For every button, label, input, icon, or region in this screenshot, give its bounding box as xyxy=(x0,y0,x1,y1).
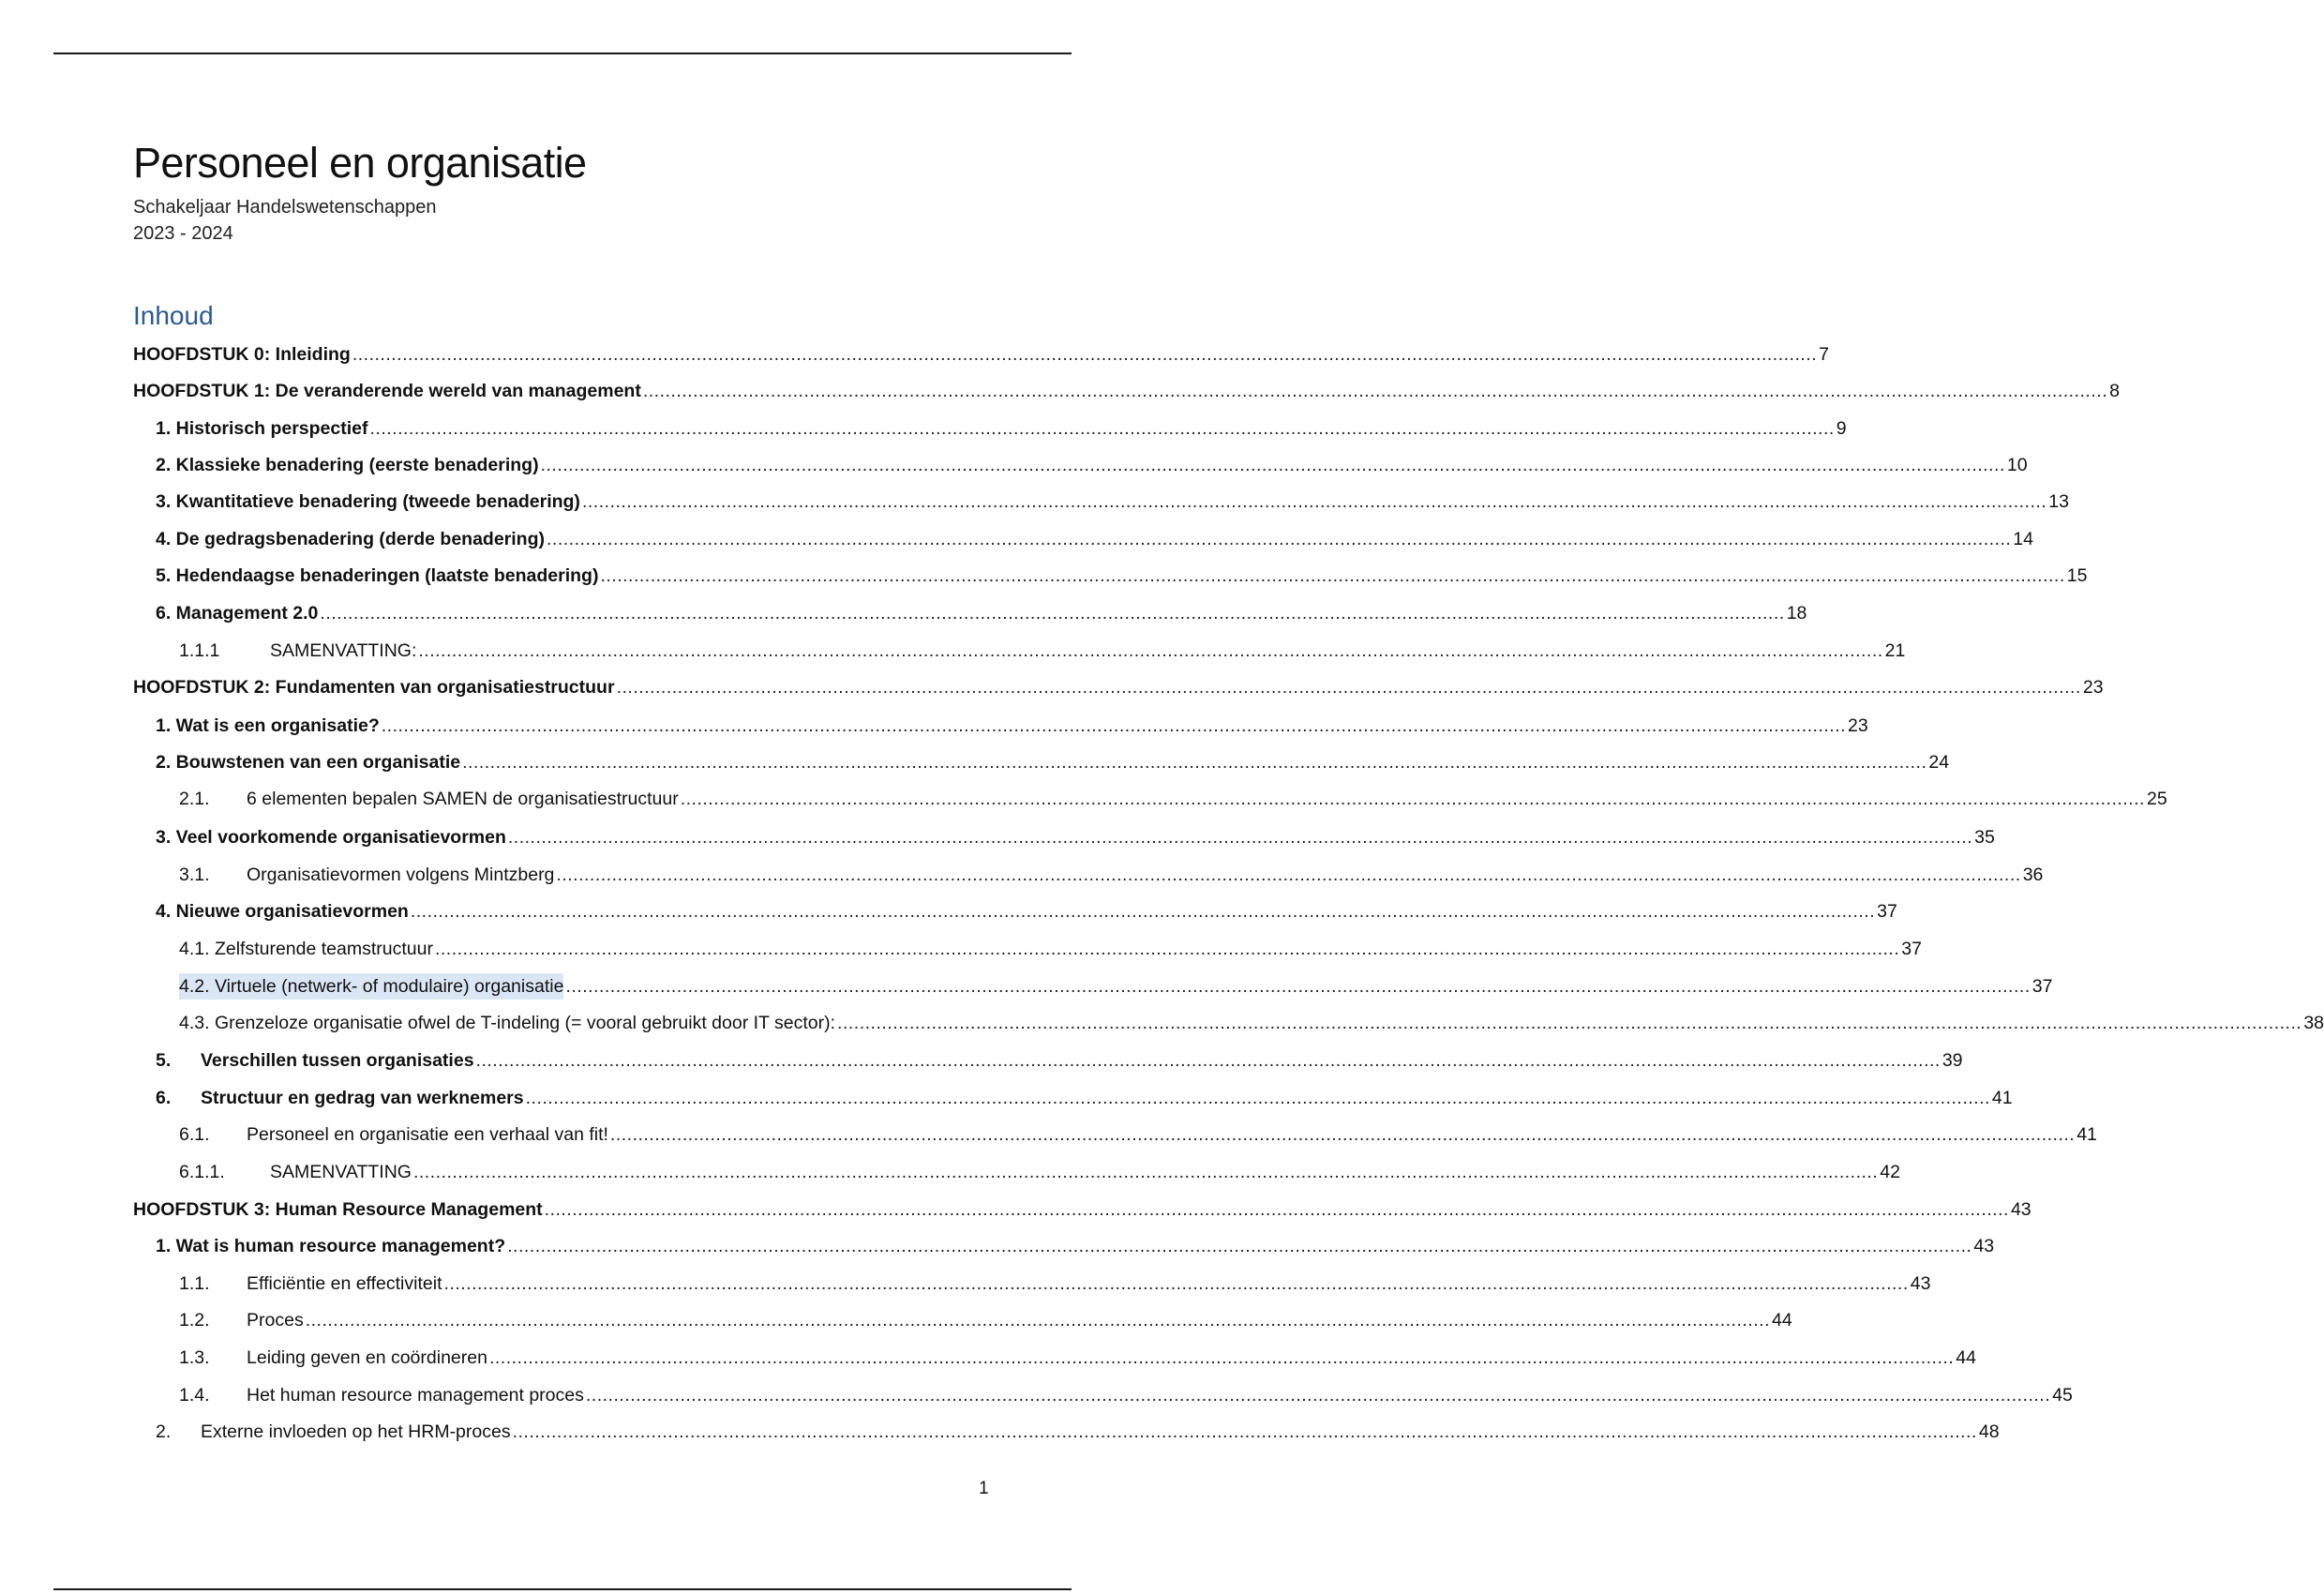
toc-entry-number: 1.2. xyxy=(179,1310,210,1331)
toc-entry-page: 35 xyxy=(1974,827,1995,848)
toc-entry-page: 23 xyxy=(2082,677,2104,698)
toc-entry-page: 37 xyxy=(2032,976,2053,997)
toc-entry-number: 1.4. xyxy=(179,1385,210,1406)
toc-entry-label: 2. Klassieke benadering (eerste benadering) xyxy=(156,455,539,475)
toc-entry-label: 3. Veel voorkomende organisatievormen xyxy=(156,827,506,848)
toc-leader-dots xyxy=(320,600,1784,626)
toc-leader-dots xyxy=(382,713,1846,739)
toc-entry-label: 5. Hedendaagse benaderingen (laatste benadering) xyxy=(156,565,599,586)
toc-leader-dots xyxy=(507,1233,1972,1259)
toc-entry-page: 41 xyxy=(1991,1088,2013,1108)
toc-entry-page: 21 xyxy=(1884,640,1906,661)
toc-entry-label: Verschillen tussen organisaties xyxy=(201,1050,474,1071)
toc-leader-dots xyxy=(565,973,2030,1000)
toc-entry-label: 6. Management 2.0 xyxy=(156,603,319,624)
toc-entry[interactable] xyxy=(133,1345,1976,1371)
toc-entry-label: Organisatievormen volgens Mintzberg xyxy=(247,865,555,885)
toc-entry-page: 42 xyxy=(1880,1162,1900,1182)
toc-entry-label: Structuur en gedrag van werknemers xyxy=(201,1088,524,1108)
toc-entry-number: 6.1. xyxy=(179,1124,210,1145)
toc-entry[interactable] xyxy=(133,341,1829,368)
toc-entry-label: SAMENVATTING xyxy=(270,1162,412,1182)
toc-entry[interactable] xyxy=(133,378,2120,404)
toc-leader-dots xyxy=(411,898,1875,925)
toc-leader-dots xyxy=(547,526,2011,552)
toc-leader-dots xyxy=(418,638,1882,664)
toc-entry-page: 44 xyxy=(1956,1347,1976,1368)
toc-entry[interactable] xyxy=(133,749,1950,775)
toc-entry-page: 14 xyxy=(2013,529,2033,549)
toc-entry-page: 45 xyxy=(2052,1385,2073,1406)
toc-entry-page: 41 xyxy=(2077,1124,2097,1145)
toc-entry-label: 2. Bouwstenen van een organisatie xyxy=(156,752,461,773)
toc-leader-dots xyxy=(306,1307,1770,1333)
toc-entry-label: Externe invloeden op het HRM-proces xyxy=(201,1421,511,1442)
toc-entry-label: HOOFDSTUK 3: Human Resource Management xyxy=(133,1199,543,1220)
toc-entry-page: 24 xyxy=(1928,752,1950,773)
toc-leader-dots xyxy=(617,674,2081,700)
toc-entry-label: HOOFDSTUK 2: Fundamenten van organisatiestructuur xyxy=(133,677,615,698)
toc-entry-page: 44 xyxy=(1771,1310,1792,1331)
toc-entry-page: 48 xyxy=(1978,1421,2000,1442)
toc-leader-dots xyxy=(352,341,1817,368)
toc-entry[interactable] xyxy=(133,563,2088,589)
toc-leader-dots xyxy=(556,862,2020,888)
toc-entry[interactable] xyxy=(133,824,1995,850)
toc-entry-label: 1. Wat is een organisatie? xyxy=(156,715,380,736)
toc-entry[interactable] xyxy=(133,638,1906,664)
document-year: 2023 - 2024 xyxy=(133,223,233,244)
toc-entry-label: 4. De gedragsbenadering (derde benadering) xyxy=(156,529,546,549)
toc-entry[interactable] xyxy=(133,415,1847,442)
toc-leader-dots xyxy=(476,1047,1941,1074)
toc-entry[interactable] xyxy=(133,1307,1792,1333)
toc-entry-number: 1.1. xyxy=(179,1273,210,1294)
toc-entry[interactable] xyxy=(133,452,2028,478)
toc-leader-dots xyxy=(435,936,1899,962)
toc-entry-label: HOOFDSTUK 0: Inleiding xyxy=(133,344,351,365)
toc-entry-page: 8 xyxy=(2109,381,2120,401)
toc-leader-dots xyxy=(681,786,2145,812)
toc-entry[interactable] xyxy=(133,600,1807,626)
toc-entry-page: 13 xyxy=(2048,491,2069,512)
toc-entry[interactable] xyxy=(133,1159,1900,1185)
bottom-rule xyxy=(53,1588,1072,1590)
toc-entry-number: 2. xyxy=(156,1421,172,1442)
toc-entry[interactable] xyxy=(133,786,2167,812)
toc-leader-dots xyxy=(600,563,2064,589)
toc-entry[interactable] xyxy=(133,936,1922,962)
toc-leader-dots xyxy=(508,824,1972,850)
toc-entry-label: Efficiëntie en effectiviteit xyxy=(247,1273,442,1294)
toc-entry-label: Leiding geven en coördineren xyxy=(247,1347,487,1368)
toc-entry-number: 6. xyxy=(156,1088,172,1108)
toc-entry-page: 15 xyxy=(2066,565,2088,586)
toc-entry[interactable] xyxy=(133,1419,2000,1445)
toc-entry[interactable] xyxy=(133,1271,1931,1297)
toc-entry-page: 37 xyxy=(1877,901,1897,922)
toc-entry[interactable] xyxy=(133,713,1868,739)
toc-entry-number: 5. xyxy=(156,1050,172,1071)
toc-entry-number: 6.1.1. xyxy=(179,1162,225,1182)
toc-entry-label: 4. Nieuwe organisatievormen xyxy=(156,901,409,922)
toc-entry[interactable] xyxy=(133,1047,1963,1074)
toc-entry-label: 3. Kwantitatieve benadering (tweede benadering) xyxy=(156,491,580,512)
toc-entry-page: 39 xyxy=(1942,1050,1963,1071)
toc-entry-page: 43 xyxy=(1910,1273,1931,1294)
toc-entry-number: 1.1.1 xyxy=(179,640,220,661)
toc-entry-page: 36 xyxy=(2022,865,2044,885)
toc-entry-label: HOOFDSTUK 1: De veranderende wereld van management xyxy=(133,381,641,401)
toc-entry-page: 43 xyxy=(1973,1236,1995,1256)
toc-leader-dots xyxy=(610,1121,2075,1148)
toc-entry-label: 4.1. Zelfsturende teamstructuur xyxy=(179,939,433,959)
toc-leader-dots xyxy=(837,1010,2302,1036)
toc-entry[interactable] xyxy=(133,862,2044,888)
toc-leader-dots xyxy=(545,1196,2009,1223)
document-subtitle: Schakeljaar Handelswetenschappen xyxy=(133,197,437,218)
toc-entry-page: 10 xyxy=(2006,455,2028,475)
toc-entry-page: 23 xyxy=(1848,715,1868,736)
toc-entry[interactable] xyxy=(133,674,2104,700)
toc-entry-label: 6 elementen bepalen SAMEN de organisatiestructuur xyxy=(247,789,679,809)
toc-entry-page: 43 xyxy=(2010,1199,2032,1220)
toc-leader-dots xyxy=(541,452,2005,478)
toc-leader-dots xyxy=(443,1271,1908,1297)
toc-entry-number: 1.3. xyxy=(179,1347,210,1368)
toc-leader-dots xyxy=(462,749,1927,775)
toc-entry-label: SAMENVATTING: xyxy=(270,640,417,661)
toc-entry-number: 3.1. xyxy=(179,865,210,885)
toc-entry[interactable] xyxy=(133,1382,2073,1408)
top-rule xyxy=(53,53,1072,54)
toc-leader-dots xyxy=(413,1159,1878,1185)
toc-entry-label-selected: 4.2. Virtuele (netwerk- of modulaire) organisatie xyxy=(179,973,563,1000)
toc-heading: Inhoud xyxy=(133,301,214,330)
document-title: Personeel en organisatie xyxy=(133,139,587,187)
toc-leader-dots xyxy=(526,1085,1990,1111)
toc-entry[interactable] xyxy=(133,1010,2324,1036)
toc-entry[interactable] xyxy=(133,489,2069,515)
toc-entry-label: 4.3. Grenzeloze organisatie ofwel de T-indeling (= vooral gebruikt door IT sector): xyxy=(179,1013,836,1033)
toc-leader-dots xyxy=(643,378,2107,404)
toc-entry-page: 18 xyxy=(1786,603,1807,624)
toc-leader-dots xyxy=(370,415,1835,442)
toc-entry-page: 37 xyxy=(1901,939,1922,959)
toc-entry-label: 1. Historisch perspectief xyxy=(156,418,368,439)
toc-entry-number: 2.1. xyxy=(179,789,210,809)
toc-entry-page: 25 xyxy=(2146,789,2167,809)
toc-entry[interactable] xyxy=(133,1233,1995,1259)
toc-entry[interactable] xyxy=(133,1085,2013,1111)
page-number: 1 xyxy=(979,1479,989,1498)
toc-leader-dots xyxy=(513,1419,1977,1445)
toc-entry-label: 1. Wat is human resource management? xyxy=(156,1236,506,1256)
toc-leader-dots xyxy=(489,1345,1954,1371)
toc-entry-page: 9 xyxy=(1836,418,1847,439)
toc-entry-label: Het human resource management proces xyxy=(247,1385,584,1406)
toc-entry[interactable] xyxy=(133,898,1897,925)
toc-entry-label: Proces xyxy=(247,1310,304,1331)
toc-entry[interactable] xyxy=(133,1196,2032,1223)
toc-entry[interactable] xyxy=(133,526,2033,552)
toc-entry-page: 7 xyxy=(1819,344,1829,365)
toc-entry-selected[interactable] xyxy=(133,973,2053,1000)
toc-leader-dots xyxy=(582,489,2047,515)
toc-entry[interactable] xyxy=(133,1121,2097,1148)
toc-leader-dots xyxy=(586,1382,2050,1408)
toc-entry-page: 38 xyxy=(2303,1013,2324,1033)
toc-entry-label: Personeel en organisatie een verhaal van fit! xyxy=(247,1124,608,1145)
